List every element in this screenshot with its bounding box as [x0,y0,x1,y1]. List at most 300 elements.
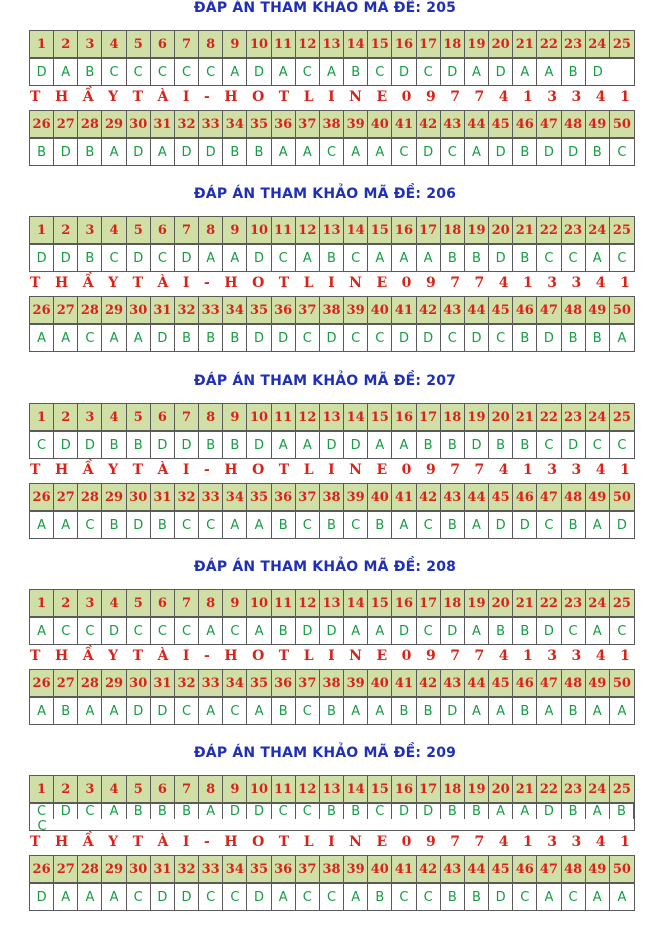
answer-cell: B [78,245,102,271]
hotline-char: 3 [571,89,582,105]
question-number-cell: 6 [151,590,175,616]
hotline-char: I [328,89,335,105]
answer-cell: A [247,618,271,644]
hotline-char: 1 [523,275,533,291]
answer-sheet-block [0,373,650,555]
question-number-cell: 49 [586,484,610,510]
hotline-char: I [182,275,190,291]
answer-cell: D [151,432,175,458]
question-number-cell: 12 [296,217,320,243]
answer-cell: C [344,512,368,538]
question-number-row [29,775,635,803]
question-number-cell: 19 [465,590,489,616]
answer-cell: D [392,59,416,85]
question-number-cell: 26 [30,484,54,510]
answer-cell: B [54,698,78,724]
answer-cell: D [54,139,78,165]
answer-cell: D [320,325,344,351]
question-number-cell: 16 [392,776,416,802]
question-number-cell: 39 [344,111,368,137]
answer-cell: A [586,884,610,910]
hotline-char: - [204,275,210,291]
answer-cell: D [320,432,344,458]
question-number-cell: 21 [513,217,537,243]
question-number-cell: 5 [127,590,151,616]
question-number-cell: 3 [78,404,102,430]
answer-cell: C [562,618,586,644]
question-number-cell: 7 [175,404,199,430]
answer-sheet-block [0,0,650,182]
answer-cell: D [175,884,199,910]
hotline-char: T [278,275,290,291]
answer-cell: D [465,432,489,458]
question-number-cell: 46 [513,484,537,510]
question-number-cell: 46 [513,670,537,696]
hotline-char: O [252,275,265,291]
question-number-cell: 28 [78,111,102,137]
question-number-cell: 3 [78,590,102,616]
answer-cell: A [272,884,296,910]
answer-cell: A [344,618,368,644]
hotline-char: 3 [571,648,582,664]
hotline-char: I [328,462,335,478]
question-number-cell: 40 [368,670,392,696]
answer-cell: A [54,512,78,538]
answer-cell: B [392,698,416,724]
question-number-cell: 42 [417,484,441,510]
answer-row [29,511,635,539]
answer-cell: C [368,804,392,819]
hotline-char: 4 [595,89,606,105]
question-number-cell: 14 [344,404,368,430]
answer-row [29,883,635,911]
hotline-char: 3 [571,462,582,478]
hotline-char: O [252,89,265,105]
question-number-cell: 39 [344,484,368,510]
answer-cell: C [617,144,627,160]
answer-cell: C [537,245,561,271]
question-number-cell: 34 [223,484,247,510]
question-number-cell: 44 [465,297,489,323]
answer-cell: A [586,618,610,644]
hotline-char: H [54,275,69,291]
hotline-char: 7 [474,834,485,850]
question-number-cell: 46 [513,856,537,882]
answer-cell: A [199,245,223,271]
hotline-char: T [30,834,41,850]
question-number-cell: 6 [151,776,175,802]
hotline-char: 3 [547,462,558,478]
question-number-cell: 50 [612,489,631,505]
answer-cell: A [54,59,78,85]
question-number-cell: 48 [562,111,586,137]
question-number-cell: 12 [296,590,320,616]
answer-cell: C [441,139,465,165]
question-number-cell: 41 [392,484,416,510]
answer-cell: C [296,884,320,910]
answer-row [29,617,635,645]
answer-cell: D [320,618,344,644]
answer-cell: A [392,245,416,271]
answer-cell: A [296,139,320,165]
answer-cell: C [320,884,344,910]
question-number-cell: 47 [537,297,561,323]
question-number-cell: 14 [344,31,368,57]
question-number-cell: 28 [78,297,102,323]
answer-cell: B [610,804,634,819]
hotline-char: H [54,648,69,664]
question-number-cell: 9 [223,776,247,802]
question-number-cell: 14 [344,590,368,616]
question-number-cell: 45 [489,670,513,696]
answer-cell: B [320,512,344,538]
question-number-cell: 9 [223,590,247,616]
question-number-cell: 14 [344,217,368,243]
sheet-title: ĐÁP ÁN THAM KHẢO MÃ ĐỀ: 205 [193,0,457,16]
question-number-cell: 11 [272,404,296,430]
answer-cell: D [489,884,513,910]
answer-cell: B [489,618,513,644]
question-number-cell: 38 [320,856,344,882]
question-number-cell: 35 [247,856,271,882]
answer-cell: B [513,325,537,351]
answer-cell: C [151,59,175,85]
question-number-cell: 14 [344,776,368,802]
question-number-cell: 34 [223,297,247,323]
hotline-char: 4 [498,462,509,478]
answer-cell: C [151,245,175,271]
question-number-cell: 47 [537,111,561,137]
answer-cell: A [537,59,561,85]
hotline-char: - [204,462,210,478]
answer-cell: B [320,698,344,724]
hotline-banner [30,89,630,107]
answer-cell: B [223,139,247,165]
answer-cell: B [441,804,465,819]
answer-cell: A [102,698,126,724]
answer-cell: B [513,139,537,165]
answer-cell: D [537,804,561,819]
answer-cell: B [513,245,537,271]
question-number-cell: 38 [320,297,344,323]
question-number-cell: 43 [441,111,465,137]
question-number-cell: 31 [151,111,175,137]
hotline-char: 7 [474,648,485,664]
answer-cell: B [513,618,537,644]
question-number-cell: 18 [441,590,465,616]
question-number-cell: 11 [272,31,296,57]
answer-cell: D [392,804,416,819]
question-number-cell: 50 [612,302,631,318]
answer-cell: D [247,325,271,351]
question-number-cell: 12 [296,404,320,430]
sheet-title: ĐÁP ÁN THAM KHẢO MÃ ĐỀ: 209 [193,745,457,761]
question-number-cell: 10 [247,776,271,802]
answer-cell: B [78,59,102,85]
question-number-cell: 35 [247,111,271,137]
answer-row [29,138,635,166]
hotline-char: 7 [474,89,485,105]
hotline-char: 7 [450,275,460,291]
hotline-char: E [376,275,388,291]
question-number-cell: 5 [127,404,151,430]
question-number-cell: 29 [102,111,126,137]
answer-cell: A [272,432,296,458]
question-number-cell: 30 [127,484,151,510]
question-number-cell: 41 [392,111,416,137]
question-number-cell: 43 [441,484,465,510]
answer-cell: A [199,804,223,819]
question-number-cell: 27 [54,297,78,323]
hotline-char: 7 [450,89,460,105]
question-number-cell: 19 [465,776,489,802]
answer-cell: C [175,512,199,538]
question-number-cell: 11 [272,217,296,243]
question-number-cell: 13 [320,590,344,616]
answer-cell: C [417,59,441,85]
hotline-char: 3 [547,648,558,664]
answer-cell: D [441,59,465,85]
answer-cell: C [175,618,199,644]
answer-cell: A [586,245,610,271]
answer-cell: A [78,698,102,724]
question-number-cell: 45 [489,111,513,137]
question-number-cell: 36 [272,484,296,510]
question-number-cell: 8 [199,404,223,430]
question-number-cell: 44 [465,111,489,137]
question-number-cell: 5 [127,776,151,802]
answer-cell: D [562,432,586,458]
answer-cell: D [54,432,78,458]
question-number-cell: 21 [513,404,537,430]
question-number-cell: 43 [441,856,465,882]
hotline-char: O [252,462,265,478]
question-number-cell: 22 [537,404,561,430]
answer-cell: A [586,512,610,538]
hotline-char: 9 [425,834,436,850]
answer-cell: C [127,884,151,910]
hotline-char: 7 [450,462,460,478]
answer-cell: D [417,139,441,165]
hotline-char: T [132,462,144,478]
question-number-cell: 20 [489,590,513,616]
answer-cell: C [272,804,296,819]
question-number-cell: 38 [320,111,344,137]
hotline-banner [30,462,630,480]
answer-cell: C [562,245,586,271]
question-number-cell: 18 [441,404,465,430]
answer-cell: D [54,245,78,271]
hotline-char: I [182,462,190,478]
question-number-cell: 24 [586,217,610,243]
answer-cell: D [30,59,54,85]
question-number-cell: 33 [199,856,223,882]
question-number-cell: 2 [54,31,78,57]
question-number-cell: 49 [586,670,610,696]
question-number-cell: 47 [537,856,561,882]
hotline-char: 1 [523,834,533,850]
answer-cell: C [392,884,416,910]
question-number-cell: 17 [417,776,441,802]
answer-cell: A [392,432,416,458]
answer-cell: C [78,618,102,644]
question-number-cell: 3 [78,31,102,57]
answer-cell: A [368,245,392,271]
question-number-cell: 32 [175,111,199,137]
hotline-char: T [278,648,290,664]
hotline-char: O [252,834,265,850]
hotline-char: 4 [595,275,606,291]
hotline-char: E [376,648,388,664]
answer-cell: A [78,884,102,910]
question-number-cell: 28 [78,856,102,882]
answer-cell: C [586,432,610,458]
question-number-cell: 17 [417,217,441,243]
question-number-cell: 30 [127,111,151,137]
answer-cell: A [368,698,392,724]
question-number-cell: 23 [562,590,586,616]
hotline-char: H [54,462,69,478]
hotline-char: E [376,462,388,478]
question-number-cell: 41 [392,297,416,323]
answer-row [29,58,635,86]
answer-cell: D [199,139,223,165]
question-number-cell: 20 [489,31,513,57]
question-number-cell: 5 [127,217,151,243]
question-number-cell: 4 [102,31,126,57]
hotline-char: 0 [401,834,412,850]
answer-cell: C [78,804,102,819]
hotline-char: N [349,834,362,850]
answer-cell: B [441,512,465,538]
question-number-cell: 24 [586,31,610,57]
question-number-cell: 48 [562,297,586,323]
question-number-cell: 4 [102,217,126,243]
hotline-char: I [328,834,335,850]
question-number-cell: 10 [247,31,271,57]
question-number-cell: 49 [586,297,610,323]
hotline-banner [30,648,630,666]
question-number-cell: 20 [489,404,513,430]
question-number-cell: 7 [175,217,199,243]
question-number-cell: 2 [54,590,78,616]
answer-cell: A [30,618,54,644]
question-number-cell: 27 [54,484,78,510]
answer-cell: D [465,325,489,351]
answer-cell: B [417,432,441,458]
question-number-cell: 48 [562,484,586,510]
answer-sheet-block [0,745,650,927]
hotline-char: Ầ [82,462,94,478]
answer-cell: B [562,59,586,85]
answer-cell: D [30,245,54,271]
hotline-char: L [303,89,314,105]
answer-cell: B [441,245,465,271]
question-number-cell: 25 [612,781,631,797]
hotline-char: 7 [474,275,485,291]
hotline-char: N [349,648,362,664]
answer-cell: B [513,698,537,724]
question-number-cell: 6 [151,404,175,430]
answer-cell: A [617,330,627,346]
hotline-char: Y [108,275,119,291]
answer-cell: D [247,884,271,910]
answer-cell: B [441,884,465,910]
answer-cell: B [175,804,199,819]
question-number-cell: 40 [368,111,392,137]
answer-row [29,697,635,725]
question-number-cell: 7 [175,776,199,802]
hotline-char: T [278,89,290,105]
hotline-char: O [252,648,265,664]
answer-cell: B [417,698,441,724]
hotline-char: Ầ [82,648,94,664]
answer-cell: C [296,59,320,85]
hotline-char: 1 [620,834,630,850]
answer-cell: D [151,698,175,724]
question-number-cell: 33 [199,297,223,323]
question-number-cell: 6 [151,31,175,57]
question-number-cell: 11 [272,776,296,802]
answer-cell: A [344,884,368,910]
question-number-cell: 46 [513,111,537,137]
hotline-char: 7 [474,462,485,478]
hotline-char: I [182,834,190,850]
question-number-cell: 17 [417,590,441,616]
answer-cell: D [489,59,513,85]
question-number-cell: 9 [223,31,247,57]
hotline-char: À [157,834,169,850]
answer-cell: C [296,512,320,538]
hotline-char: Y [108,462,119,478]
answer-cell: B [223,325,247,351]
hotline-char: Ầ [82,275,94,291]
question-number-cell: 39 [344,297,368,323]
answer-cell: B [562,512,586,538]
answer-cell: D [247,432,271,458]
question-number-cell: 29 [102,856,126,882]
hotline-char: - [204,834,210,850]
question-number-cell: 42 [417,670,441,696]
question-number-cell: 4 [102,590,126,616]
hotline-char: Ầ [82,834,94,850]
answer-cell: D [175,432,199,458]
answer-cell: A [54,325,78,351]
answer-row [29,244,635,272]
question-number-cell: 3 [78,217,102,243]
answer-cell: D [102,618,126,644]
answer-cell: A [344,698,368,724]
question-number-cell: 15 [368,217,392,243]
answer-cell: D [30,884,54,910]
question-number-cell: 26 [30,111,54,137]
hotline-char: 4 [595,834,606,850]
question-number-cell: 27 [54,111,78,137]
answer-cell: A [617,889,627,905]
answer-cell: A [513,59,537,85]
question-number-cell: 44 [465,484,489,510]
question-number-cell: 18 [441,217,465,243]
answer-sheet-block [0,559,650,741]
question-number-cell: 8 [199,31,223,57]
hotline-char: 1 [523,89,533,105]
question-number-cell: 10 [247,590,271,616]
question-number-cell: 38 [320,484,344,510]
answer-cell: C [223,698,247,724]
answer-cell: C [617,623,627,639]
question-number-cell: 16 [392,404,416,430]
question-number-cell: 42 [417,111,441,137]
